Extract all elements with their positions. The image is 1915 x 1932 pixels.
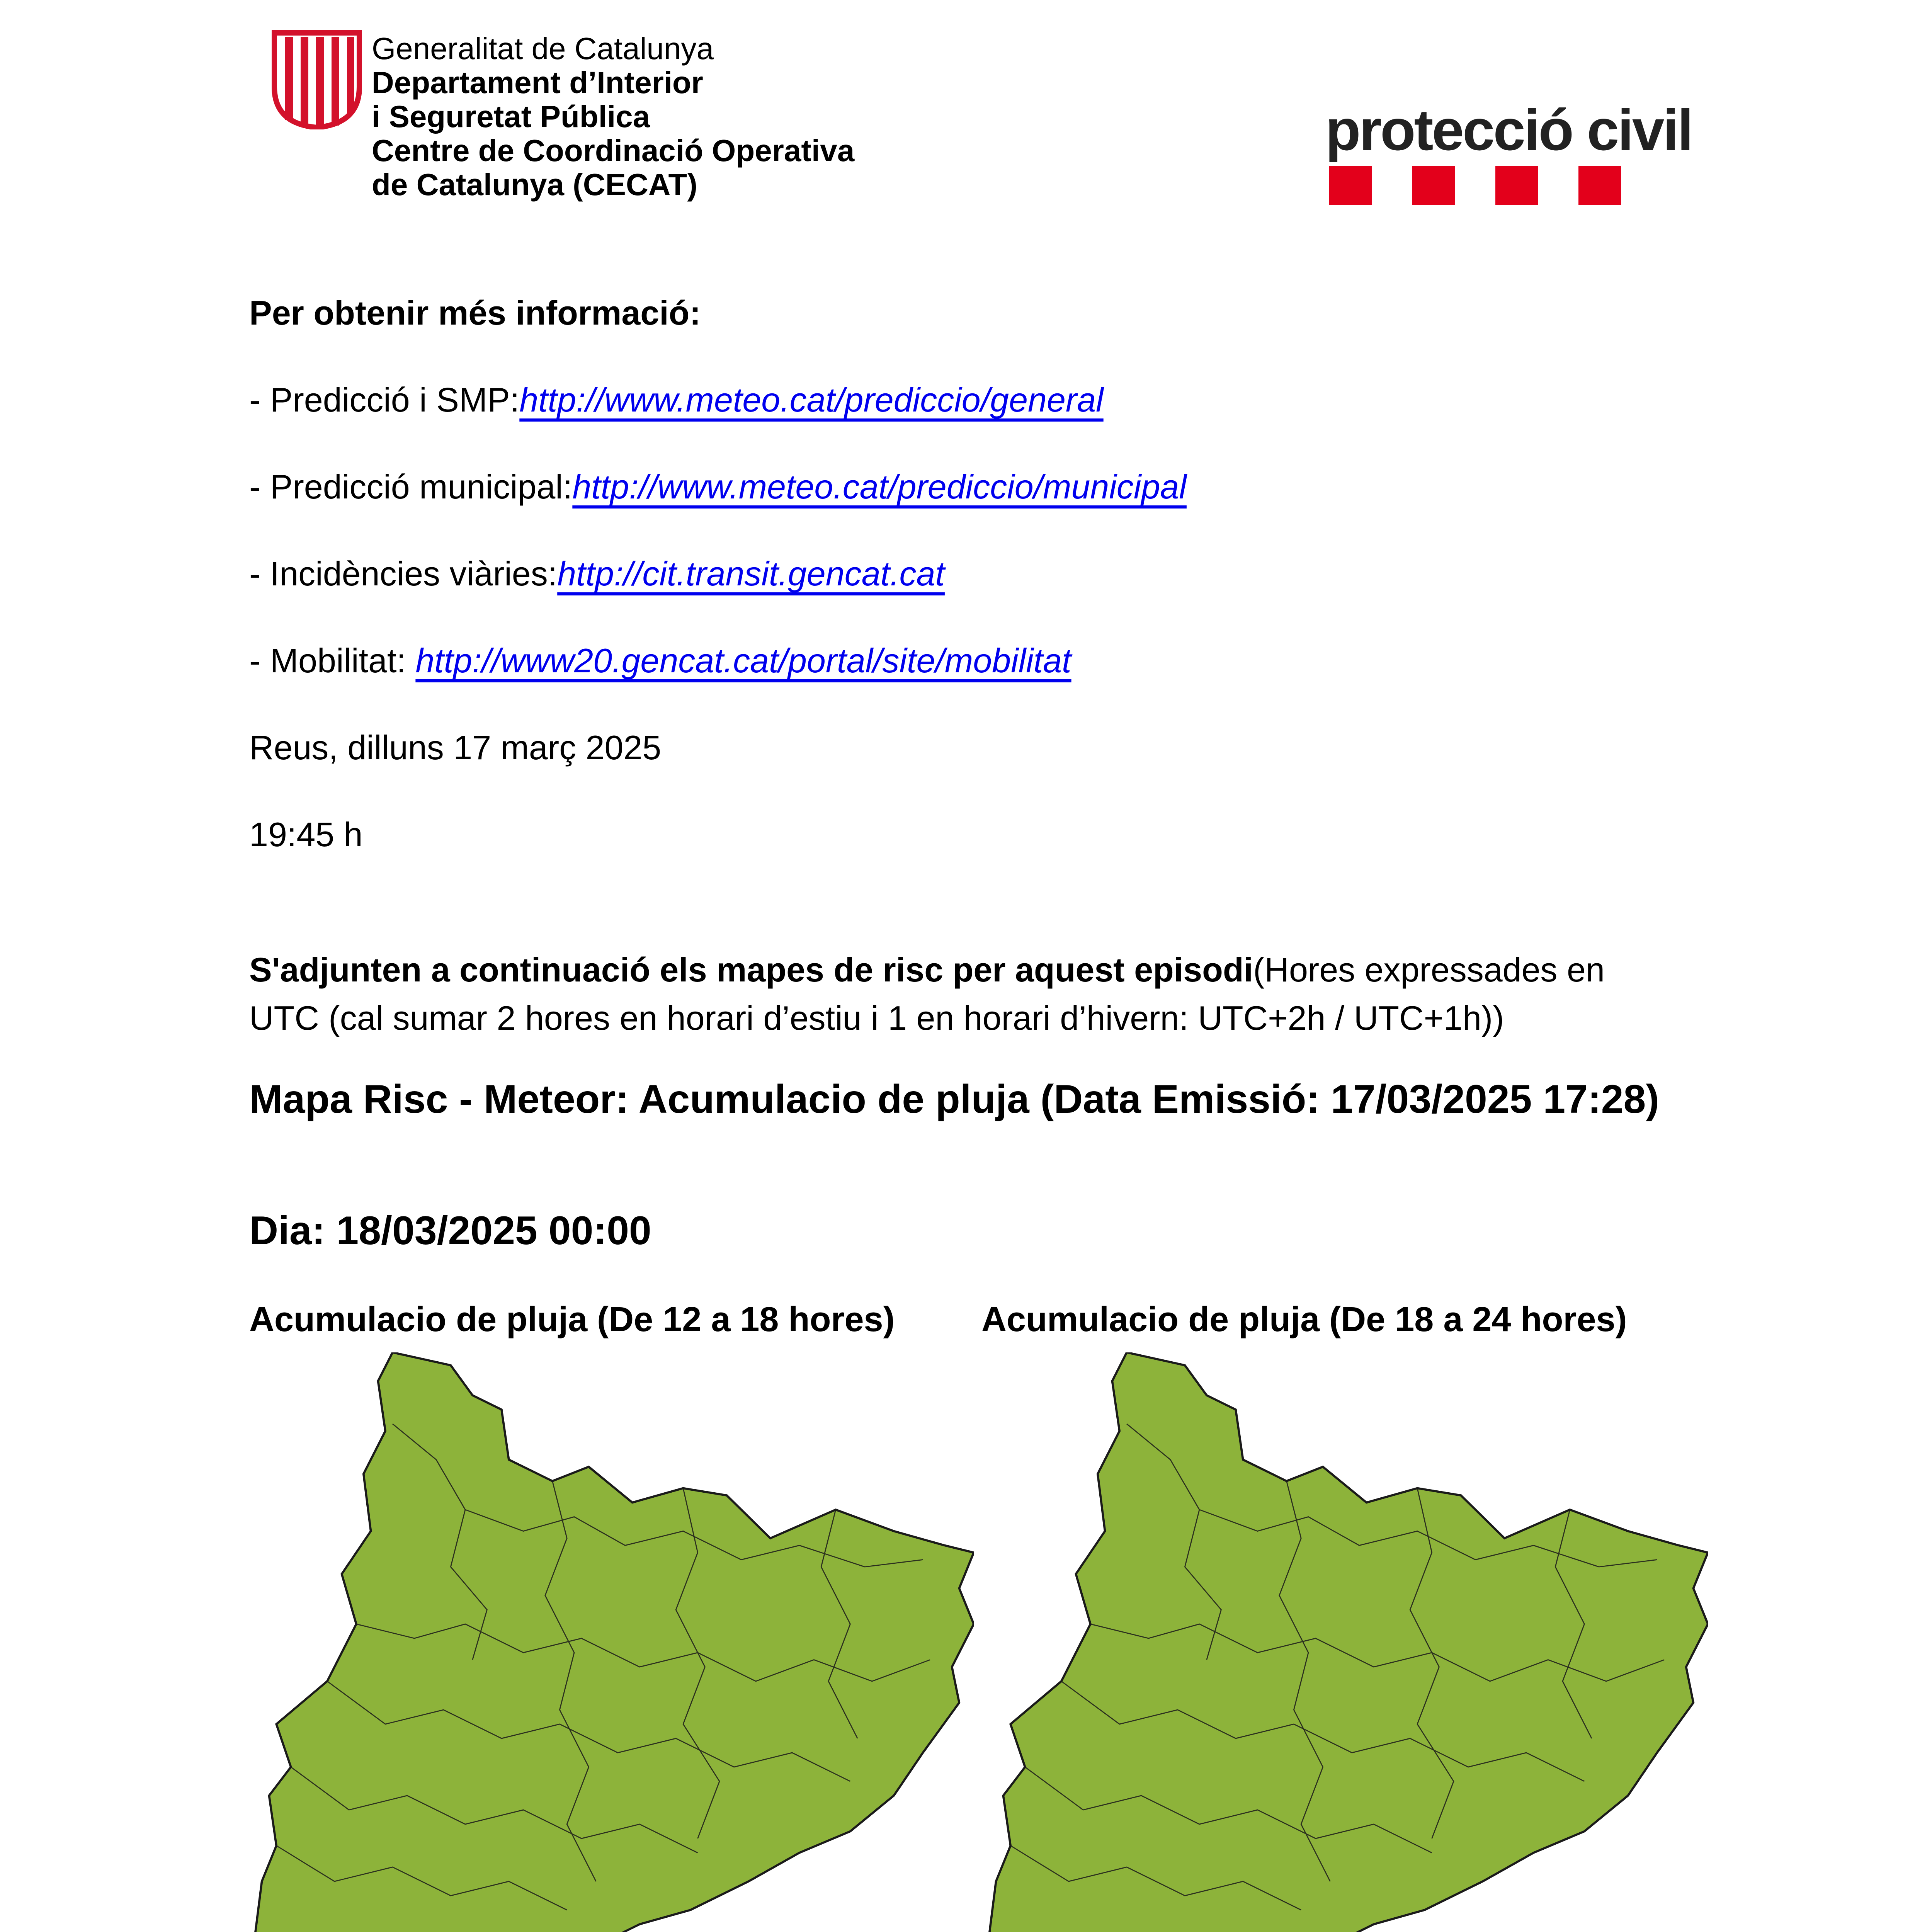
gencat-line-1: Generalitat de Catalunya [372,31,714,66]
map-caption-1: Acumulacio de pluja (De 12 a 18 hores) [249,1300,895,1339]
link-url[interactable]: http://www.meteo.cat/prediccio/general [519,381,1104,419]
maps-intro-line-2: UTC (cal sumar 2 hores en horari d’estiu i 1 en horari d’hivern: UTC+2h / UTC+1h)) [249,999,1504,1037]
info-heading: Per obtenir més informació: [249,294,701,332]
link-label: - Predicció municipal: [249,468,573,506]
info-link-row [249,553,945,595]
pc-logo-square [1329,166,1372,205]
place-date: Reus, dilluns 17 març 2025 [249,728,662,767]
low-risk-region [255,1352,974,1932]
link-url[interactable]: http://www20.gencat.cat/portal/site/mobilitat [415,641,1071,680]
maps-intro-line-1 [249,949,1605,991]
link-label: - Incidències viàries: [249,554,558,593]
gencat-line-4: Centre de Coordinació Operativa [372,133,855,168]
pc-logo-square [1495,166,1538,205]
link-url[interactable]: http://cit.transit.gencat.cat [557,554,945,593]
catalonia-risk-map-1 [247,1352,974,1932]
pc-logo-square [1412,166,1455,205]
map-section-title: Mapa Risc - Meteor: Acumulacio de pluja (Data Emissió: 17/03/2025 17:28) [249,1077,1659,1122]
generalitat-logo-icon [270,29,363,129]
proteccio-civil-logo-text: protecció civil [1325,97,1692,162]
info-link-row [249,639,1071,682]
low-risk-region [989,1352,1708,1932]
info-link-row [249,379,1104,421]
gencat-line-5: de Catalunya (CECAT) [372,167,698,202]
maps-intro-bold: S'adjunten a continuació els mapes de risc per aquest episodi [249,951,1253,989]
catalonia-risk-map-2 [981,1352,1708,1932]
link-url[interactable]: http://www.meteo.cat/prediccio/municipal [572,468,1187,506]
map-caption-2: Acumulacio de pluja (De 18 a 24 hores) [981,1300,1627,1339]
link-label: - Mobilitat: [249,641,416,680]
gencat-line-3: i Seguretat Pública [372,99,650,134]
info-link-row [249,466,1187,508]
link-label: - Predicció i SMP: [249,381,520,419]
time: 19:45 h [249,815,363,854]
map-day: Dia: 18/03/2025 00:00 [249,1208,651,1253]
pc-logo-square [1578,166,1621,205]
maps-intro-normal: (Hores expressades en [1253,951,1605,989]
gencat-line-2: Departament d’Interior [372,65,703,100]
